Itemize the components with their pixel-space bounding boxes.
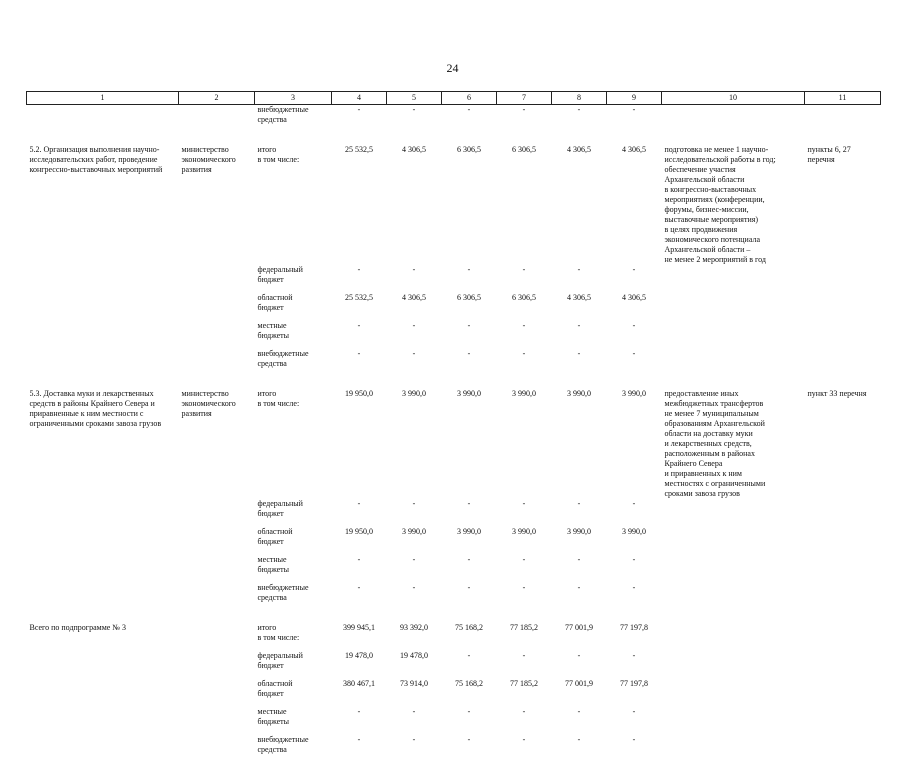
column-header-cell: 10 — [662, 92, 805, 105]
amount-cell: 3 990,0 — [457, 526, 481, 536]
expected-result-cell — [662, 707, 805, 735]
executor-cell: министерство экономического развития — [181, 144, 236, 174]
executor-cell — [179, 679, 255, 707]
list-reference-cell — [805, 499, 881, 527]
amount-cell: - — [467, 105, 471, 114]
amount-cell: 4 306,5 — [567, 292, 591, 302]
amount-cell: - — [467, 650, 471, 660]
program-measures-table — [26, 91, 881, 763]
amount-cell: - — [577, 264, 581, 274]
amount-cell: - — [577, 650, 581, 660]
column-header-cell: 9 — [607, 92, 662, 105]
amount-cell: - — [577, 734, 581, 744]
amount-cell: 6 306,5 — [512, 144, 536, 154]
amount-cell: 93 392,0 — [400, 622, 428, 632]
funding-source-cell: местные бюджеты — [257, 554, 290, 574]
amount-cell: 3 990,0 — [512, 388, 536, 398]
list-reference-cell — [805, 679, 881, 707]
amount-cell: 19 950,0 — [345, 526, 373, 536]
amount-cell: - — [632, 734, 636, 744]
column-header-cell: 1 — [27, 92, 179, 105]
measure-name-cell — [27, 527, 179, 555]
amount-cell: - — [577, 105, 581, 114]
amount-cell: - — [522, 498, 526, 508]
amount-cell: - — [467, 320, 471, 330]
list-reference-cell — [805, 349, 881, 377]
amount-cell: - — [412, 706, 416, 716]
amount-cell: - — [357, 105, 361, 114]
column-header-cell: 7 — [497, 92, 552, 105]
column-header-cell: 2 — [179, 92, 255, 105]
table-row — [27, 321, 881, 349]
amount-cell: 3 990,0 — [512, 526, 536, 536]
amount-cell: 73 914,0 — [400, 678, 428, 688]
amount-cell: - — [357, 264, 361, 274]
amount-cell: 399 945,1 — [343, 622, 375, 632]
table-row — [27, 349, 881, 377]
table-row — [27, 623, 881, 651]
amount-cell: - — [522, 734, 526, 744]
list-reference-cell — [805, 105, 881, 133]
amount-cell: 77 185,2 — [510, 622, 538, 632]
table-row — [27, 265, 881, 293]
amount-cell: 25 532,5 — [345, 292, 373, 302]
amount-cell: - — [577, 582, 581, 592]
amount-cell: - — [467, 582, 471, 592]
list-reference-cell: пункты 6, 27 перечня — [807, 144, 851, 164]
expected-result-cell — [662, 499, 805, 527]
amount-cell: 3 990,0 — [622, 526, 646, 536]
table-row — [27, 735, 881, 763]
amount-cell: 75 168,2 — [455, 622, 483, 632]
column-number-header — [27, 92, 881, 105]
amount-cell: - — [632, 650, 636, 660]
executor-cell — [179, 707, 255, 735]
funding-source-cell: итого в том числе: — [257, 144, 300, 164]
executor-cell — [179, 555, 255, 583]
amount-cell: 75 168,2 — [455, 678, 483, 688]
amount-cell: - — [522, 554, 526, 564]
funding-source-cell: областной бюджет — [257, 678, 293, 698]
list-reference-cell — [805, 623, 881, 651]
funding-source-cell: федеральный бюджет — [257, 498, 303, 518]
table-row — [27, 651, 881, 679]
table-body — [27, 105, 881, 763]
table-row — [27, 105, 881, 133]
amount-cell: 19 478,0 — [345, 650, 373, 660]
amount-cell: - — [412, 105, 416, 114]
amount-cell: 6 306,5 — [457, 144, 481, 154]
amount-cell: - — [357, 498, 361, 508]
amount-cell: 4 306,5 — [622, 292, 646, 302]
measure-name-cell: 5.2. Организация выполнения научно-исследовательских работ, проведение конгрессно-выставочных мероприятий — [29, 144, 163, 174]
list-reference-cell — [805, 321, 881, 349]
column-header-cell: 5 — [387, 92, 442, 105]
amount-cell: 19 950,0 — [345, 388, 373, 398]
funding-source-cell: итого в том числе: — [257, 388, 300, 408]
funding-source-cell: итого в том числе: — [257, 622, 300, 642]
list-reference-cell — [805, 293, 881, 321]
executor-cell — [179, 349, 255, 377]
amount-cell: 77 001,9 — [565, 678, 593, 688]
expected-result-cell — [662, 265, 805, 293]
expected-result-cell — [662, 679, 805, 707]
measure-name-cell — [27, 583, 179, 611]
amount-cell: 3 990,0 — [622, 388, 646, 398]
amount-cell: 19 478,0 — [400, 650, 428, 660]
amount-cell: - — [577, 348, 581, 358]
measure-name-cell — [27, 321, 179, 349]
expected-result-cell — [662, 623, 805, 651]
amount-cell: - — [412, 348, 416, 358]
block-spacer — [27, 133, 881, 145]
amount-cell: 77 197,8 — [620, 622, 648, 632]
executor-cell — [179, 265, 255, 293]
spacer-cell — [27, 377, 881, 389]
amount-cell: - — [412, 554, 416, 564]
amount-cell: - — [577, 706, 581, 716]
expected-result-cell — [662, 349, 805, 377]
amount-cell: - — [412, 264, 416, 274]
measure-name-cell — [27, 707, 179, 735]
amount-cell: - — [357, 734, 361, 744]
executor-cell — [179, 499, 255, 527]
amount-cell: 3 990,0 — [457, 388, 481, 398]
amount-cell: - — [357, 554, 361, 564]
amount-cell: 77 197,8 — [620, 678, 648, 688]
column-header-cell: 6 — [442, 92, 497, 105]
amount-cell: - — [412, 498, 416, 508]
page-number: 24 — [446, 61, 459, 75]
measure-name-cell: 5.3. Доставка муки и лекарственных средств в районы Крайнего Севера и приравненные к ним местности с ограниченными сроками завоза грузов — [29, 388, 162, 428]
table-row — [27, 707, 881, 735]
expected-result-cell — [662, 651, 805, 679]
executor-cell — [179, 527, 255, 555]
amount-cell: - — [522, 706, 526, 716]
expected-result-cell — [662, 105, 805, 133]
column-header-cell: 4 — [332, 92, 387, 105]
amount-cell: - — [467, 498, 471, 508]
column-header-cell: 3 — [255, 92, 332, 105]
list-reference-cell — [805, 707, 881, 735]
amount-cell: 3 990,0 — [402, 526, 426, 536]
amount-cell: - — [632, 582, 636, 592]
amount-cell: - — [632, 264, 636, 274]
amount-cell: - — [357, 706, 361, 716]
executor-cell — [179, 583, 255, 611]
table-row — [27, 389, 881, 499]
column-header-cell: 8 — [552, 92, 607, 105]
amount-cell: 6 306,5 — [512, 292, 536, 302]
amount-cell: - — [632, 320, 636, 330]
list-reference-cell — [805, 735, 881, 763]
funding-source-cell: внебюджетные средства — [257, 348, 309, 368]
amount-cell: 3 990,0 — [567, 526, 591, 536]
amount-cell: - — [357, 582, 361, 592]
measure-name-cell — [27, 105, 179, 133]
funding-source-cell: федеральный бюджет — [257, 650, 303, 670]
list-reference-cell: пункт 33 перечня — [807, 388, 867, 398]
amount-cell: - — [467, 734, 471, 744]
funding-source-cell: внебюджетные средства — [257, 105, 309, 124]
amount-cell: 3 990,0 — [402, 388, 426, 398]
amount-cell: 77 001,9 — [565, 622, 593, 632]
table-row — [27, 145, 881, 265]
list-reference-cell — [805, 265, 881, 293]
column-header-cell: 11 — [805, 92, 881, 105]
funding-source-cell: областной бюджет — [257, 292, 293, 312]
spacer-cell — [27, 611, 881, 623]
measure-name-cell — [27, 555, 179, 583]
table-row — [27, 527, 881, 555]
executor-cell — [179, 293, 255, 321]
amount-cell: 4 306,5 — [567, 144, 591, 154]
amount-cell: 77 185,2 — [510, 678, 538, 688]
block-spacer — [27, 377, 881, 389]
amount-cell: - — [467, 706, 471, 716]
amount-cell: 4 306,5 — [402, 144, 426, 154]
executor-cell — [179, 623, 255, 651]
table-row — [27, 499, 881, 527]
expected-result-cell: подготовка не менее 1 научно-исследовательской работы в год; обеспечение участия Архангельской области в конгрессно-выставочных мероприятиях (конференции, форумы, бизнес-миссии, выставочные мероприятия) в целях продвижения экономического потенциала Архангельской области – не менее 2 мероприятий в год — [664, 144, 776, 264]
block-spacer — [27, 611, 881, 623]
amount-cell: - — [467, 348, 471, 358]
amount-cell: - — [522, 105, 526, 114]
list-reference-cell — [805, 555, 881, 583]
amount-cell: - — [632, 498, 636, 508]
expected-result-cell — [662, 527, 805, 555]
amount-cell: 4 306,5 — [622, 144, 646, 154]
amount-cell: 6 306,5 — [457, 292, 481, 302]
amount-cell: - — [467, 554, 471, 564]
amount-cell: - — [632, 105, 636, 114]
funding-source-cell: федеральный бюджет — [257, 264, 303, 284]
expected-result-cell — [662, 321, 805, 349]
funding-source-cell: местные бюджеты — [257, 706, 290, 726]
measure-name-cell — [27, 293, 179, 321]
table-row — [27, 555, 881, 583]
amount-cell: - — [632, 348, 636, 358]
funding-source-cell: внебюджетные средства — [257, 734, 309, 754]
measure-name-cell — [27, 651, 179, 679]
amount-cell: - — [412, 582, 416, 592]
executor-cell: министерство экономического развития — [181, 388, 236, 418]
amount-cell: - — [412, 320, 416, 330]
table-row — [27, 583, 881, 611]
executor-cell — [179, 735, 255, 763]
amount-cell: - — [412, 734, 416, 744]
executor-cell — [179, 105, 255, 133]
measure-name-cell — [27, 265, 179, 293]
amount-cell: - — [577, 554, 581, 564]
amount-cell: 3 990,0 — [567, 388, 591, 398]
amount-cell: 25 532,5 — [345, 144, 373, 154]
amount-cell: - — [522, 582, 526, 592]
amount-cell: - — [577, 498, 581, 508]
amount-cell: - — [522, 320, 526, 330]
amount-cell: - — [522, 348, 526, 358]
amount-cell: - — [357, 320, 361, 330]
list-reference-cell — [805, 651, 881, 679]
amount-cell: - — [522, 650, 526, 660]
executor-cell — [179, 321, 255, 349]
measure-name-cell — [27, 499, 179, 527]
amount-cell: - — [632, 554, 636, 564]
funding-source-cell: областной бюджет — [257, 526, 293, 546]
table-row — [27, 679, 881, 707]
measure-name-cell — [27, 349, 179, 377]
expected-result-cell — [662, 555, 805, 583]
list-reference-cell — [805, 583, 881, 611]
executor-cell — [179, 651, 255, 679]
amount-cell: - — [632, 706, 636, 716]
amount-cell: - — [467, 264, 471, 274]
measure-name-cell: Всего по подпрограмме № 3 — [29, 622, 126, 632]
amount-cell: - — [522, 264, 526, 274]
expected-result-cell: предоставление иных межбюджетных трансфертов не менее 7 муниципальным образованиям Архангельской области на доставку муки и лекарственных средств, расположенным в районах Крайнего Севера и приравненных к ним местностях с ограниченными сроками завоза грузов — [664, 388, 766, 498]
measure-name-cell — [27, 735, 179, 763]
expected-result-cell — [662, 735, 805, 763]
amount-cell: - — [357, 348, 361, 358]
expected-result-cell — [662, 293, 805, 321]
list-reference-cell — [805, 527, 881, 555]
table-row — [27, 293, 881, 321]
funding-source-cell: внебюджетные средства — [257, 582, 309, 602]
amount-cell: - — [577, 320, 581, 330]
expected-result-cell — [662, 583, 805, 611]
amount-cell: 380 467,1 — [343, 678, 375, 688]
funding-source-cell: местные бюджеты — [257, 320, 290, 340]
amount-cell: 4 306,5 — [402, 292, 426, 302]
measure-name-cell — [27, 679, 179, 707]
spacer-cell — [27, 133, 881, 145]
